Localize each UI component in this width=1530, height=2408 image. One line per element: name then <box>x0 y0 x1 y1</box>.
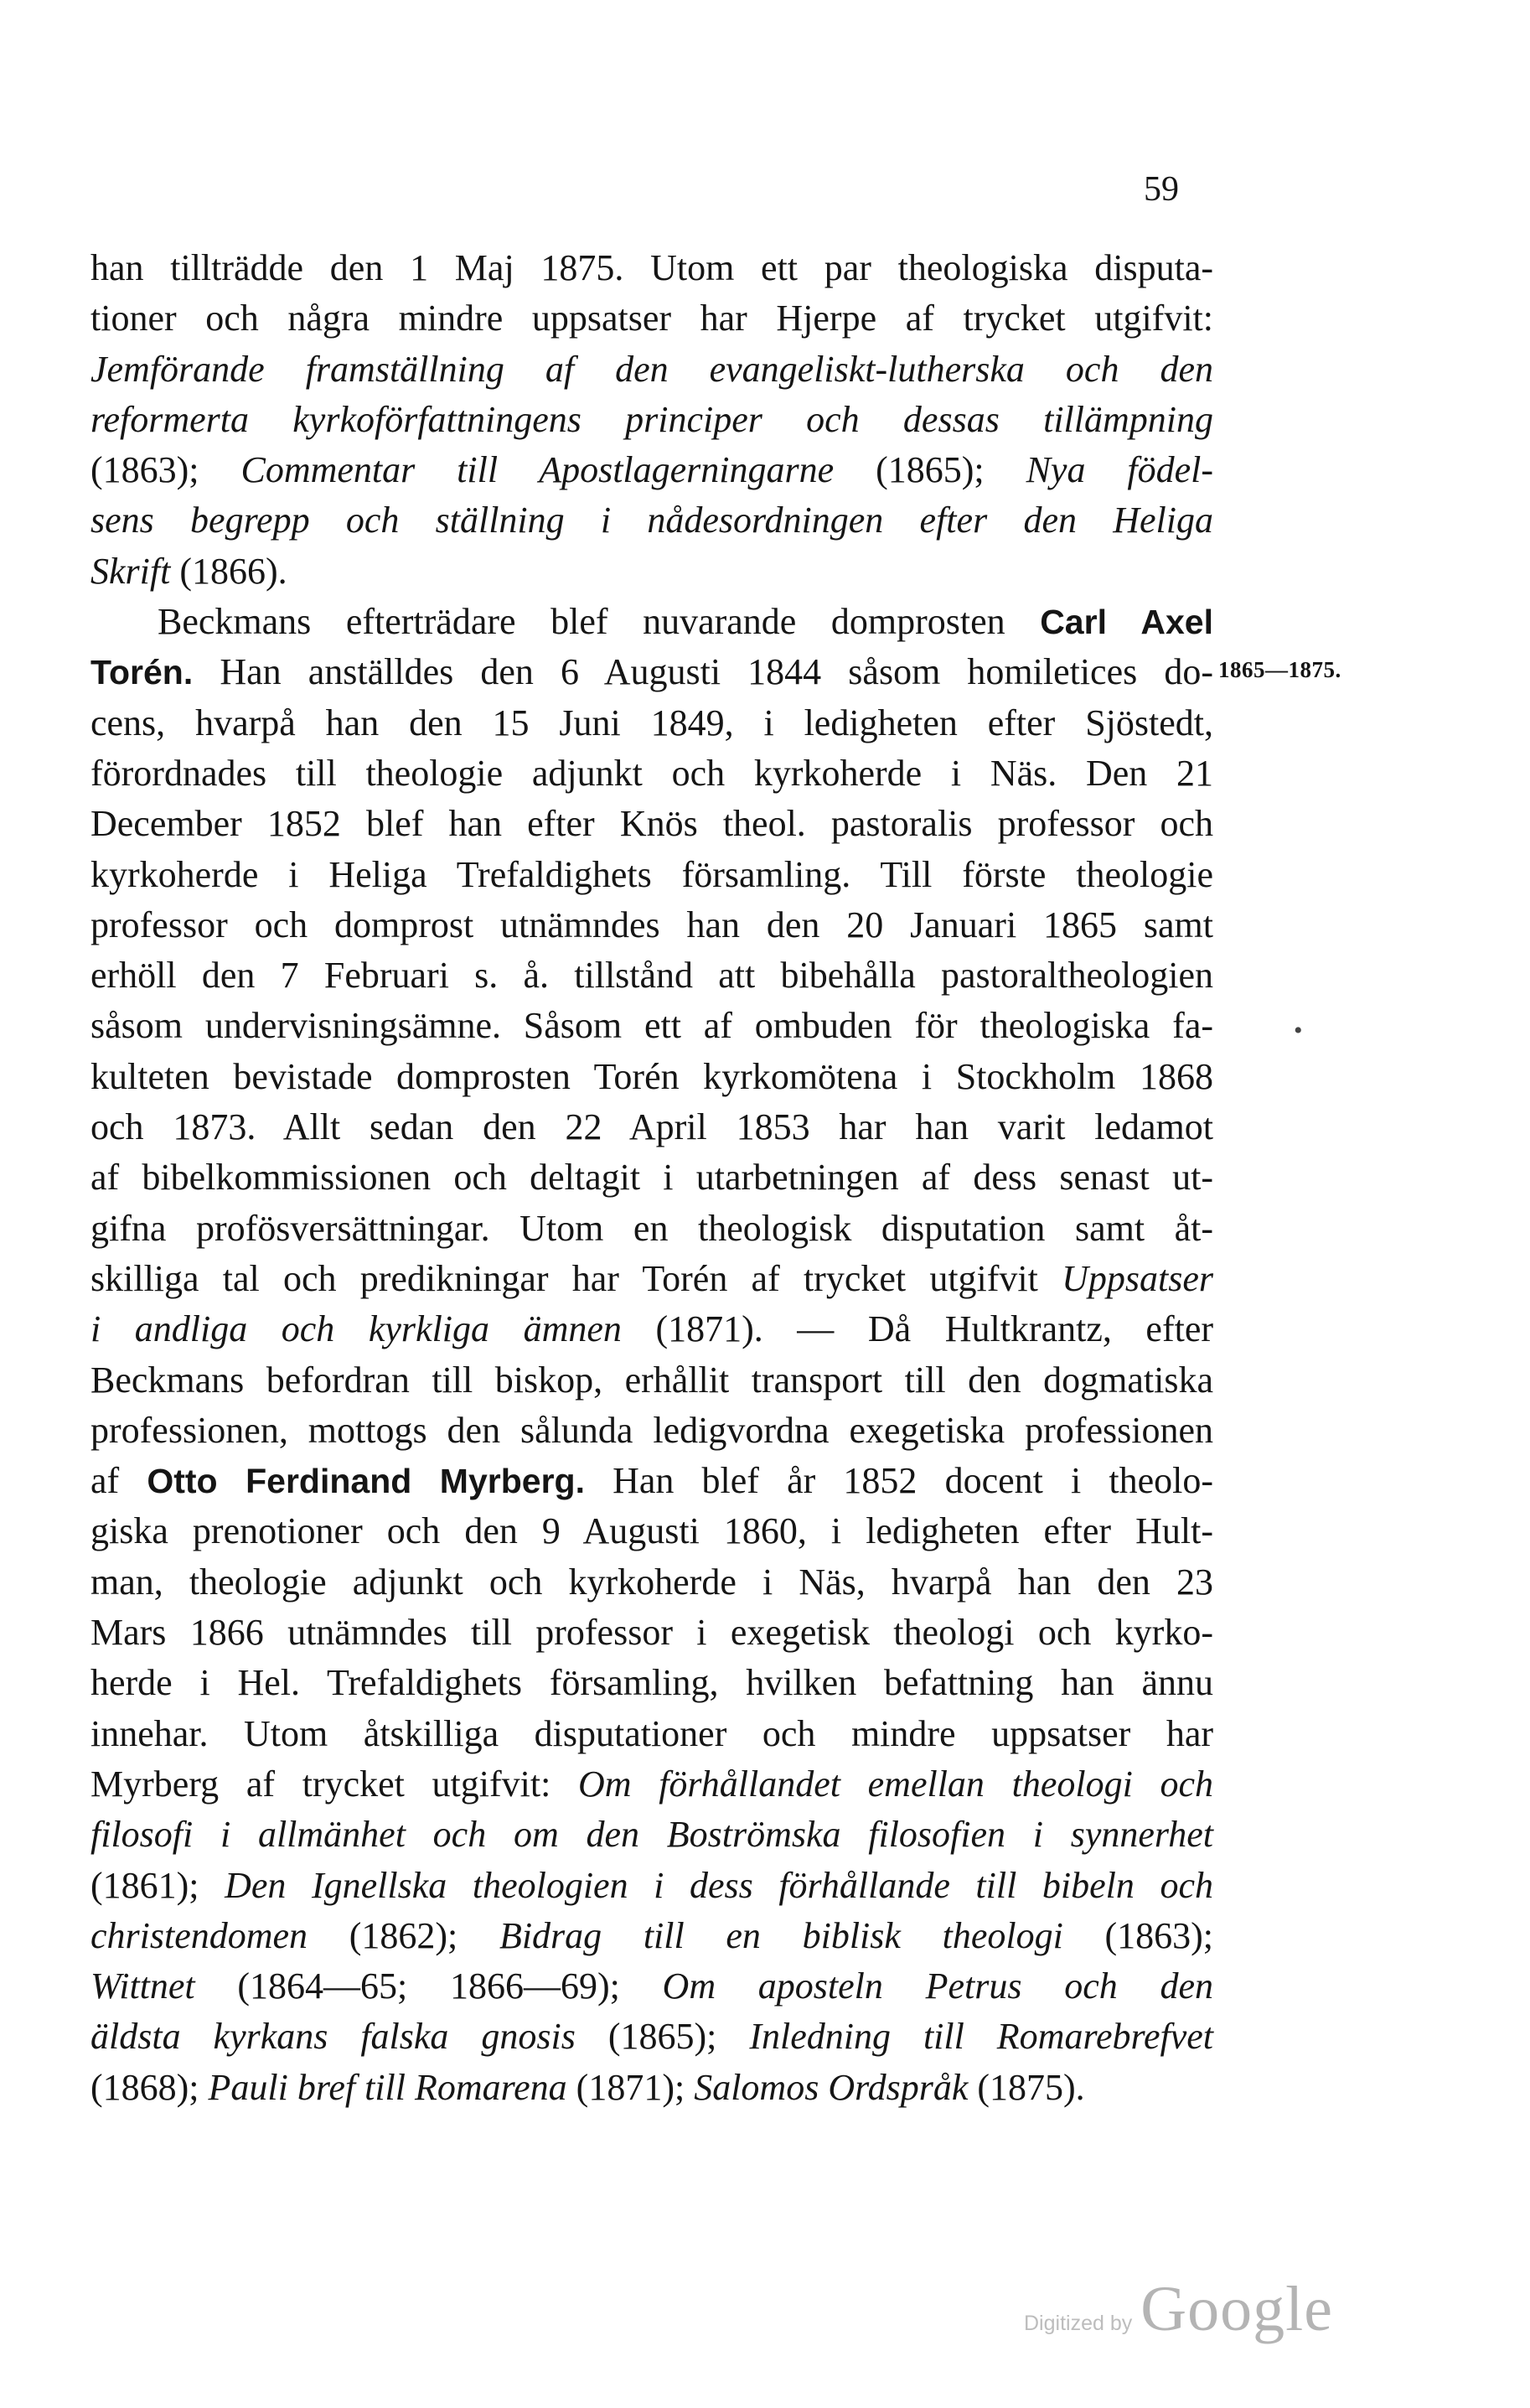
text-line <box>90 1304 1213 1354</box>
google-logo: Google <box>1140 2274 1333 2344</box>
italic-title: Nya födel- <box>1026 449 1214 491</box>
text-run: skilliga tal och predikningar har Torén af trycket utgifvit <box>90 1257 1062 1299</box>
text-run: af <box>90 1460 147 1502</box>
italic-title: Om aposteln Petrus och den <box>662 1965 1213 2007</box>
text-run: (1861); <box>90 1864 225 1906</box>
text-run: Beckmans efterträdare blef nuvarande domprosten <box>158 601 1041 643</box>
text-run: och 1873. Allt sedan den 22 April 1853 har han varit ledamot <box>90 1106 1213 1148</box>
text-line <box>90 1506 1213 1556</box>
text-run: Myrberg af trycket utgifvit: <box>90 1763 578 1805</box>
text-run: gifna profösversättningar. Utom en theologisk disputation samt åt- <box>90 1207 1213 1249</box>
text-line <box>90 1152 1213 1203</box>
page-number: 59 <box>1144 170 1179 209</box>
italic-title: Uppsatser <box>1062 1257 1213 1299</box>
text-run: (1863); <box>90 449 241 491</box>
italic-title: sens begrepp och ställning i nådesordningen efter den Heliga <box>90 500 1213 541</box>
text-line <box>90 1456 1213 1506</box>
text-run: professor och domprost utnämndes han den 20 Januari 1865 samt <box>90 904 1213 945</box>
text-line <box>90 1052 1213 1102</box>
text-run: professionen, mottogs den sålunda ledigvordna exegetiska professionen <box>90 1409 1213 1451</box>
text-line <box>90 748 1213 799</box>
text-run: (1871). — Då Hultkrantz, efter <box>621 1308 1214 1350</box>
text-run: han tillträdde den 1 Maj 1875. Utom ett par theologiska disputa- <box>90 247 1213 288</box>
italic-title: Pauli bref till Romarena <box>208 2066 567 2108</box>
text-run: kulteten bevistade domprosten Torén kyrkomötena i Stockholm 1868 <box>90 1055 1213 1097</box>
margin-mark: • <box>1294 1017 1303 1044</box>
bold-name: Otto Ferdinand Myrberg. <box>147 1462 585 1501</box>
italic-title: Bidrag till en biblisk theologi <box>499 1914 1063 1956</box>
text-run: (1868); <box>90 2066 209 2108</box>
text-line <box>90 293 1213 344</box>
text-run: (1871); <box>566 2066 695 2108</box>
text-line <box>90 1759 1213 1810</box>
text-line <box>90 243 1213 293</box>
text-run: (1865); <box>575 2016 750 2058</box>
italic-title: Inledning till Romarebrefvet <box>749 2016 1214 2058</box>
bold-name: Carl Axel <box>1040 603 1213 642</box>
body-text <box>90 243 1213 2113</box>
text-line <box>90 495 1213 546</box>
margin-note-years: 1865—1875. <box>1218 657 1341 682</box>
text-line <box>90 1355 1213 1406</box>
text-line <box>90 1102 1213 1152</box>
text-run: af bibelkommissionen och deltagit i utarbetningen af dess senast ut- <box>90 1157 1213 1199</box>
text-line <box>90 900 1213 950</box>
text-line <box>90 1861 1213 1911</box>
text-run: (1865); <box>834 449 1026 491</box>
watermark-prefix: Digitized by <box>1024 2312 1133 2335</box>
text-line <box>90 1608 1213 1658</box>
text-run: tioner och några mindre uppsatser har Hjerpe af trycket utgifvit: <box>90 298 1213 339</box>
italic-title: Skrift <box>90 550 171 592</box>
text-line <box>90 1810 1213 1860</box>
italic-title: äldsta kyrkans falska gnosis <box>90 2016 576 2058</box>
text-run: cens, hvarpå han den 15 Juni 1849, i ledigheten efter Sjöstedt, <box>90 702 1213 743</box>
text-line <box>90 1658 1213 1708</box>
text-line <box>90 850 1213 900</box>
text-run: såsom undervisningsämne. Såsom ett af ombuden för theologiska fa- <box>90 1005 1213 1047</box>
text-run: Beckmans befordran till biskop, erhållit transport till den dogmatiska <box>90 1359 1213 1401</box>
text-run: herde i Hel. Trefaldighets församling, hvilken befattning han ännu <box>90 1662 1213 1704</box>
text-run: (1862); <box>308 1914 499 1956</box>
italic-title: filosofi i allmänhet och om den Boströmska filosofien i synnerhet <box>90 1814 1213 1856</box>
italic-title: Salomos Ordspråk <box>694 2066 969 2108</box>
text-run: December 1852 blef han efter Knös theol. pastoralis professor och <box>90 803 1213 845</box>
text-run: man, theologie adjunkt och kyrkoherde i Näs, hvarpå han den 23 <box>90 1561 1213 1603</box>
text-line <box>90 344 1213 395</box>
italic-title: christendomen <box>90 1914 308 1956</box>
text-line <box>90 1961 1213 2012</box>
bold-name: Torén. <box>90 653 194 692</box>
text-line <box>90 2063 1213 2113</box>
italic-title: Wittnet <box>90 1965 195 2007</box>
text-run: innehar. Utom åtskilliga disputationer och mindre uppsatser har <box>90 1712 1213 1754</box>
text-line <box>90 2012 1213 2062</box>
text-run: Mars 1866 utnämndes till professor i exegetisk theologi och kyrko- <box>90 1612 1213 1654</box>
text-line <box>90 597 1213 647</box>
text-line <box>90 546 1213 597</box>
text-line <box>90 950 1213 1001</box>
text-run: Han anställdes den 6 Augusti 1844 såsom homiletices do- <box>193 651 1213 693</box>
text-line <box>90 1406 1213 1456</box>
text-line <box>90 799 1213 849</box>
italic-title: reformerta kyrkoförfattningens principer och dessas tillämpning <box>90 398 1213 440</box>
text-line <box>90 445 1213 495</box>
text-line <box>90 1911 1213 1961</box>
text-line <box>90 1254 1213 1304</box>
text-run: Han blef år 1852 docent i theolo- <box>584 1460 1213 1502</box>
text-line <box>90 1204 1213 1254</box>
text-run: erhöll den 7 Februari s. å. tillstånd att bibehålla pastoraltheologien <box>90 955 1213 997</box>
text-line <box>90 647 1213 697</box>
text-line <box>90 395 1213 445</box>
italic-title: Den Ignellska theologien i dess förhållande till bibeln och <box>225 1864 1213 1906</box>
text-run: (1866). <box>170 550 287 592</box>
italic-title: Om förhållandet emellan theologi och <box>577 1763 1214 1805</box>
italic-title: Commentar till Apostlagerningarne <box>240 449 835 491</box>
text-run: giska prenotioner och den 9 Augusti 1860, i ledigheten efter Hult- <box>90 1510 1213 1552</box>
text-run: (1863); <box>1062 1914 1214 1956</box>
text-run: kyrkoherde i Heliga Trefaldighets församling. Till förste theologie <box>90 853 1213 895</box>
digitized-watermark <box>1024 2273 1333 2346</box>
text-run: (1875). <box>968 2066 1085 2108</box>
text-line <box>90 1709 1213 1759</box>
text-line <box>90 1001 1213 1051</box>
italic-title: i andliga och kyrkliga ämnen <box>90 1308 622 1350</box>
italic-title: Jemförande framställning af den evangeliskt-lutherska och den <box>90 348 1213 390</box>
text-line <box>90 698 1213 748</box>
text-run: förordnades till theologie adjunkt och kyrkoherde i Näs. Den 21 <box>90 752 1213 794</box>
text-run: (1864—65; 1866—69); <box>194 1965 663 2007</box>
text-line <box>90 1557 1213 1608</box>
